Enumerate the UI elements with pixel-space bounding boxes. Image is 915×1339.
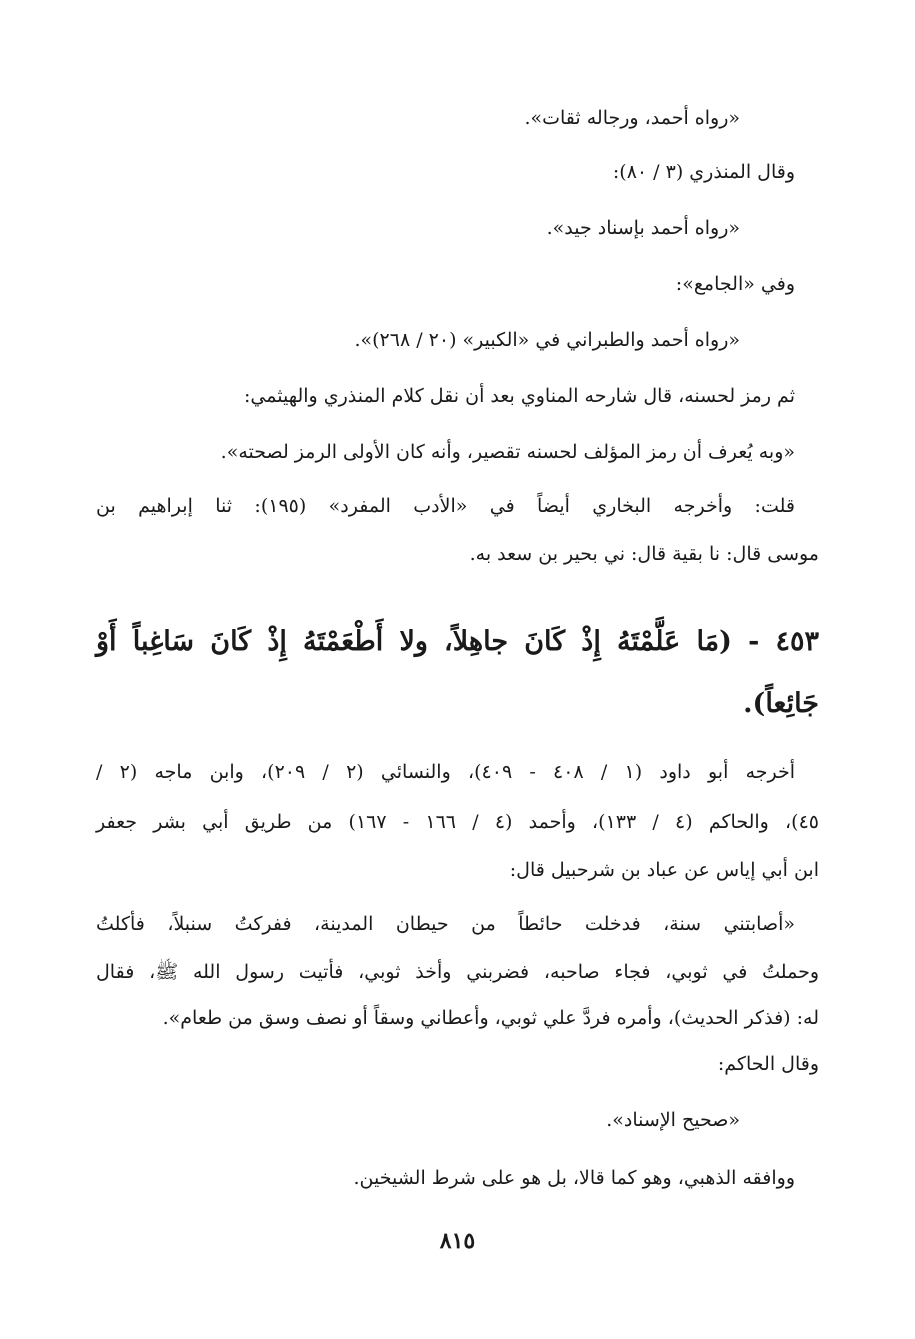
text-line: ووافقه الذهبي، وهو كما قالا، بل هو على شرط الشيخين. — [353, 1167, 795, 1189]
text-line: «وبه يُعرف أن رمز المؤلف لحسنه تقصير، وأنه كان الأولى الرمز لصحته». — [220, 441, 795, 463]
hadith-heading-continuation: جَائِعاً). — [743, 688, 819, 719]
text-line: «رواه أحمد، ورجاله ثقات». — [524, 107, 740, 129]
text-line: وقال المنذري (٣ / ٨٠): — [612, 161, 795, 183]
text-line: ابن أبي إياس عن عباد بن شرحبيل قال: — [509, 859, 819, 881]
text-line: وفي «الجامع»: — [675, 273, 795, 295]
text-line: أخرجه أبو داود (١ / ٤٠٨ - ٤٠٩)، والنسائي (٢ / ٢٠٩)، وابن ماجه (٢ / — [96, 761, 796, 783]
text-line: «صحيح الإسناد». — [606, 1109, 740, 1131]
text-line: «رواه أحمد بإسناد جيد». — [546, 217, 740, 239]
text-line: «رواه أحمد والطبراني في «الكبير» (٢٠ / ٢٦٨)». — [354, 329, 740, 351]
text-line: له: (فذكر الحديث)، وأمره فردَّ علي ثوبي، وأعطاني وسقاً أو نصف وسق من طعام». — [162, 1007, 819, 1029]
text-line: وقال الحاكم: — [717, 1053, 819, 1075]
text-line: «أصابتني سنة، فدخلت حائطاً من حيطان المدينة، ففركتُ سنبلاً، فأكلتُ — [96, 913, 795, 935]
text-line: ثم رمز لحسنه، قال شارحه المناوي بعد أن نقل كلام المنذري والهيثمي: — [244, 385, 795, 407]
text-line: موسى قال: نا بقية قال: ني بحير بن سعد به. — [469, 543, 819, 565]
page-number: ٨١٥ — [439, 1228, 476, 1254]
text-line: ٤٥)، والحاكم (٤ / ١٣٣)، وأحمد (٤ / ١٦٦ - ١٦٧) من طريق أبي بشر جعفر — [96, 811, 820, 833]
hadith-heading: ٤٥٣ - (مَا عَلَّمْتَهُ إِذْ كَانَ جاهِلاً، ولا أَطْعَمْتَهُ إِذْ كَانَ سَاغِباً أَوْ — [96, 626, 819, 657]
text-line: قلت: وأخرجه البخاري أيضاً في «الأدب المفرد» (١٩٥): ثنا إبراهيم بن — [96, 495, 795, 517]
text-line: وحملتُ في ثوبي، فجاء صاحبه، فضربني وأخذ ثوبي، فأتيت رسول الله ﷺ، فقال — [96, 961, 819, 983]
